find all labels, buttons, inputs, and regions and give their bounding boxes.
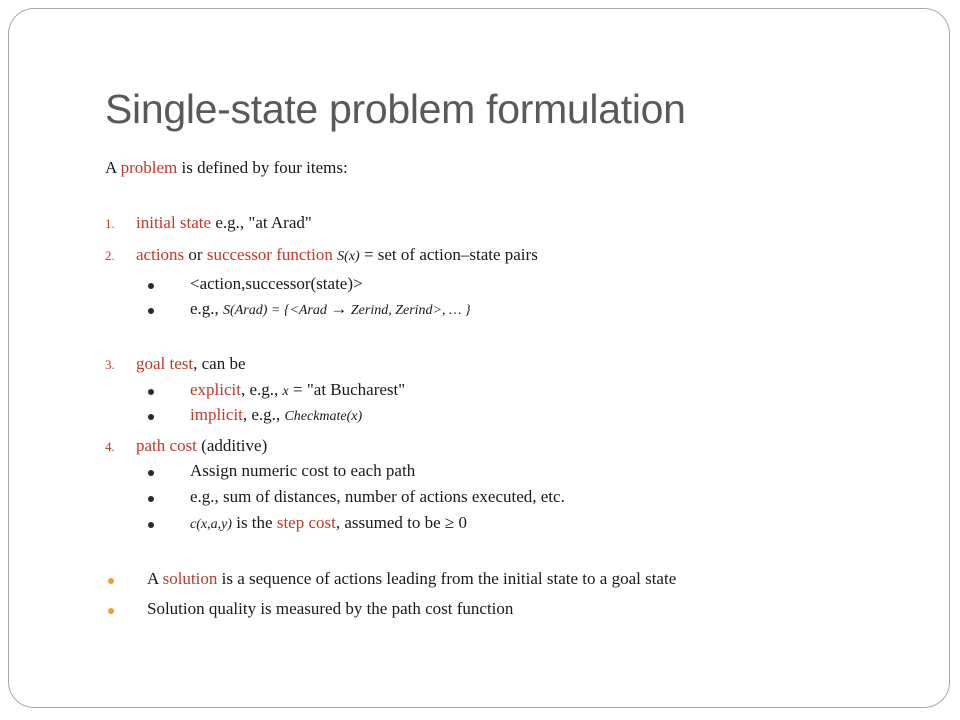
bullet-icon — [148, 414, 154, 420]
conclusion-1: A solution is a sequence of actions leading from the initial state to a goal state — [147, 569, 677, 588]
list-item-3-sub-1: explicit, e.g., x = "at Bucharest" — [190, 380, 406, 399]
page-title: Single-state problem formulation — [105, 86, 686, 132]
list-item-4-sub-1: Assign numeric cost to each path — [190, 461, 416, 480]
conclusion-2: Solution quality is measured by the path cost function — [147, 599, 514, 618]
bullet-icon — [148, 389, 154, 395]
list-item-4-sub-2: e.g., sum of distances, number of actions executed, etc. — [190, 487, 565, 506]
list-item-1: 1. initial state e.g., "at Arad" — [105, 213, 312, 232]
list-item-4-sub-3: c(x,a,y) is the step cost, assumed to be ≥ 0 — [190, 513, 468, 532]
bullet-icon — [148, 283, 154, 289]
bullet-icon — [108, 578, 114, 584]
list-item-3-sub-2: implicit, e.g., Checkmate(x) — [190, 405, 363, 424]
list-item-4: 4. path cost (additive) — [105, 436, 268, 455]
list-item-2-sub-2: e.g., S(Arad) = {<Arad → Zerind, Zerind>, … } — [190, 299, 471, 318]
list-item-2: 2. actions or successor function S(x) = set of action–state pairs — [105, 245, 538, 264]
intro-line: A problem is defined by four items: — [105, 158, 348, 177]
arrow-icon: → — [330, 299, 348, 318]
bullet-icon — [148, 522, 154, 528]
problem-term: problem — [120, 158, 178, 177]
bullet-icon — [148, 308, 154, 314]
list-item-2-sub-1: <action,successor(state)> — [190, 274, 363, 293]
bullet-icon — [148, 470, 154, 476]
bullet-icon — [148, 496, 154, 502]
bullet-icon — [108, 608, 114, 614]
list-item-3: 3. goal test, can be — [105, 354, 246, 373]
